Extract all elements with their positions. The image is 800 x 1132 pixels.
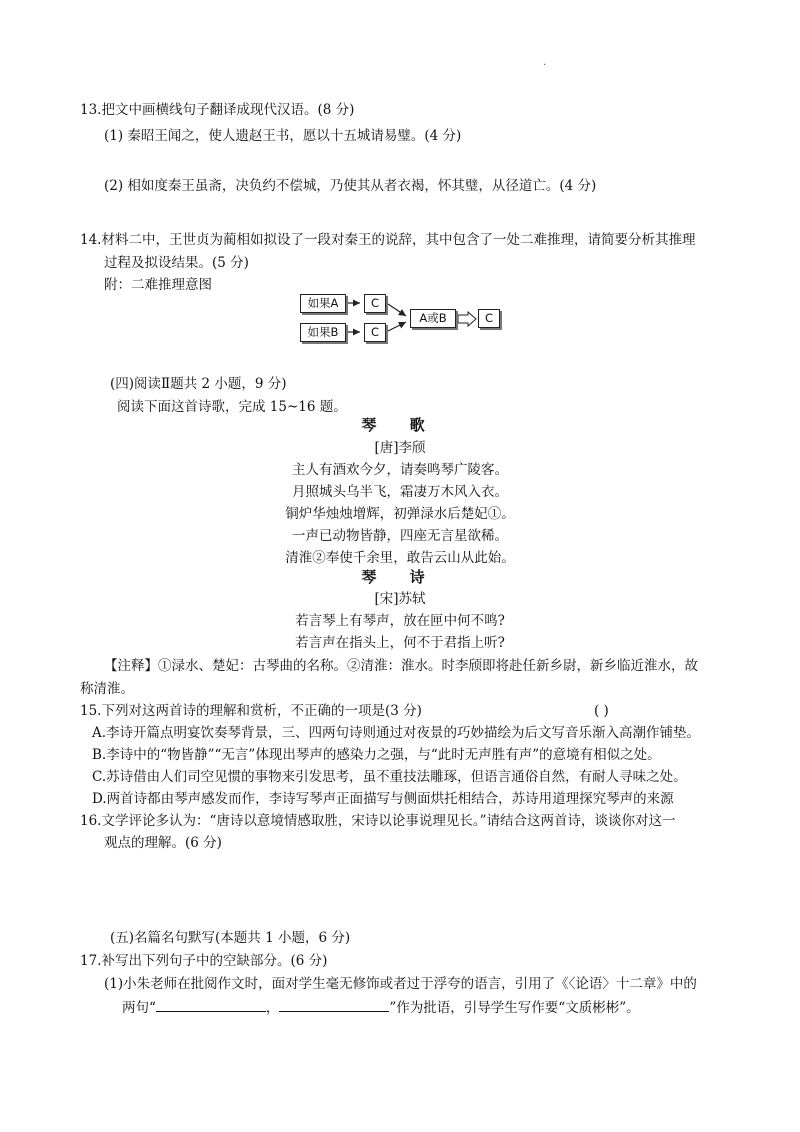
poem2-title: 琴 诗 — [361, 568, 439, 586]
q15-answer-bracket: ( ) — [594, 703, 609, 719]
poem2-author: [宋]苏轼 — [374, 591, 426, 607]
q16-stem-line2: 观点的理解。(6 分) — [104, 835, 222, 851]
q17-item1-line1: (1)小朱老师在批阅作文时，面对学生毫无修饰或者过于浮夸的语言，引用了《〈论语〉十二章》中的 — [104, 976, 697, 992]
q15-option-b: B.李诗中的“物皆静”“无言”体现出琴声的感染力之强，与“此时无声胜有声”的意境有相似之处。 — [92, 747, 661, 763]
q15-option-a: A.李诗开篇点明宴饮奏琴背景，三、四两句诗则通过对夜景的巧妙描绘为后文写音乐渐入高潮作铺垫。 — [92, 725, 701, 741]
arrow-c-top-to-aorb — [388, 304, 406, 316]
answer-blank-2[interactable] — [279, 999, 389, 1012]
poem1-line: 主人有酒欢今夕，请奏鸣琴广陵客。 — [292, 462, 508, 478]
hollow-arrow-to-result — [458, 312, 476, 326]
q16-stem-line1: 16.文学评论多认为：“唐诗以意境情感取胜，宋诗以论事说理见长。”请结合这两首诗，谈谈你对这一 — [80, 813, 676, 829]
q14-stem-line2: 过程及拟设结果。(5 分) — [104, 255, 249, 271]
poem1-line: 月照城头乌半飞，霜凄万木风入衣。 — [292, 484, 508, 500]
annotation-line2: 称清淮。 — [80, 681, 134, 697]
section4-heading: (四)阅读Ⅱ题共 2 小题，9 分) — [110, 376, 287, 392]
section5-heading: (五)名篇名句默写(本题共 1 小题，6 分) — [110, 930, 351, 946]
answer-blank-1[interactable] — [156, 999, 266, 1012]
poem1-line: 铜炉华烛烛增辉，初弹渌水后楚妃①。 — [285, 506, 515, 522]
q17-post: ”作为批语，引导学生写作要“文质彬彬”。 — [389, 1000, 640, 1016]
box-c-top: C — [364, 294, 386, 313]
poem1-line: 一声已动物皆静，四座无言星欲稀。 — [292, 528, 508, 544]
section4-instruction: 阅读下面这首诗歌，完成 15~16 题。 — [117, 399, 347, 415]
poem2-line: 若言声在指头上，何不于君指上听? — [295, 635, 505, 651]
q13-stem: 13.把文中画横线句子翻译成现代汉语。(8 分) — [80, 102, 355, 118]
box-a-or-b: A或B — [410, 309, 456, 328]
q17-stem: 17.补写出下列句子中的空缺部分。(6 分) — [80, 953, 328, 969]
annotation-line1: 【注释】①渌水、楚妃：古琴曲的名称。②清淮：淮水。时李颀即将赴任新乡尉，新乡临近淮水，故 — [104, 658, 698, 674]
q17-item1-line2 — [122, 999, 640, 1017]
box-if-b: 如果B — [300, 323, 346, 342]
poem1-title: 琴 歌 — [361, 416, 439, 434]
poem1-author: [唐]李颀 — [374, 440, 426, 456]
q14-stem-line1: 14.材料二中，王世贞为蔺相如拟设了一段对秦王的说辞，其中包含了一处二难推理，请简要分析其推理 — [80, 232, 696, 248]
poem2-line: 若言琴上有琴声，放在匣中何不鸣? — [295, 613, 505, 629]
box-if-a: 如果A — [300, 294, 346, 313]
q13-sub1: (1) 秦昭王闻之，使人遗赵王书，愿以十五城请易璧。(4 分) — [104, 128, 462, 144]
q15-stem: 15.下列对这两首诗的理解和赏析，不正确的一项是(3 分) — [80, 703, 422, 719]
q13-sub2: (2) 相如度秦王虽斋，决负约不偿城，乃使其从者衣褐，怀其璧，从径道亡。(4 分) — [104, 178, 597, 194]
q14-diagram-note: 附：二难推理意图 — [104, 277, 212, 293]
box-c-result: C — [478, 309, 500, 328]
poem1-line: 清淮②奉使千余里，敢告云山从此始。 — [285, 550, 515, 566]
q17-pre: 两句“ — [122, 1000, 156, 1016]
q15-option-c: C.苏诗借由人们司空见惯的事物来引发思考，虽不重技法雕琢，但语言通俗自然，有耐人寻味之处。 — [92, 769, 687, 785]
q15-option-d: D.两首诗都由琴声感发而作，李诗写琴声正面描写与侧面烘托相结合，苏诗用道理探究琴声的来源 — [92, 791, 674, 807]
arrow-c-bottom-to-aorb — [388, 322, 406, 331]
corner-mark: · — [543, 60, 547, 71]
box-c-bottom: C — [364, 323, 386, 342]
q17-comma: ， — [265, 1000, 280, 1016]
